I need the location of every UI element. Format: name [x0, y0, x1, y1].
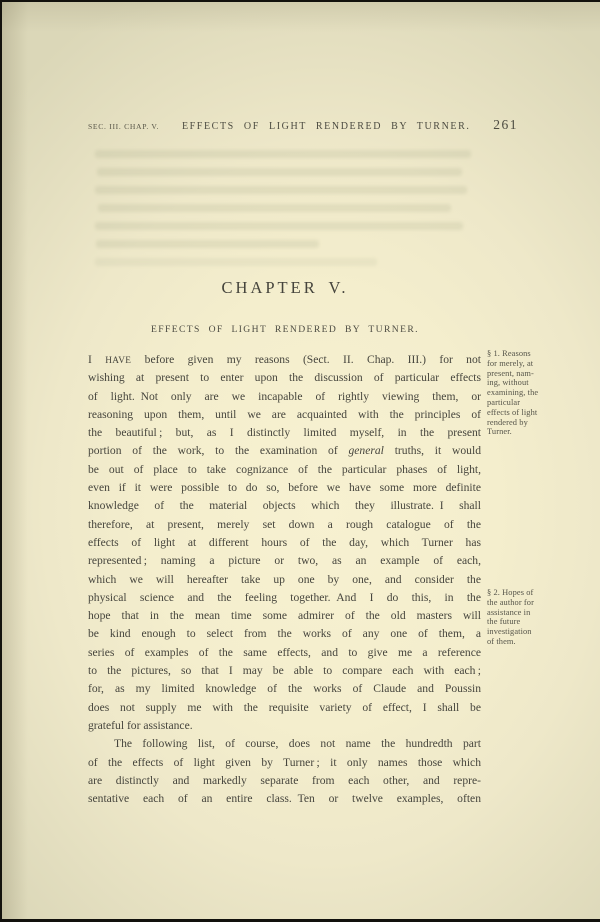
margin-note-line: present, nam- [487, 368, 534, 378]
body-text-line: which we will hereafter take up one by one, and consider the [88, 572, 481, 586]
binding-shadow [2, 0, 28, 922]
margin-note-line: effects of light [487, 407, 538, 417]
margin-note-section-1 [487, 349, 569, 437]
body-text-line: of the effects of light given by Turner ; it only names those which [88, 755, 481, 769]
body-text-column [88, 351, 481, 808]
margin-note-line: ing, without [487, 378, 529, 388]
body-text-line: sentative each of an entire class. Ten or twelve examples, often [88, 792, 481, 806]
body-text-line: reasoning upon them, until we are acquainted with the principles of [88, 407, 481, 421]
margin-note-section-2 [487, 588, 569, 647]
top-scan-shading [0, 2, 600, 32]
body-text-line: I HAVE before given my reasons (Sect. II. Chap. III.) for not [88, 353, 481, 366]
body-text-line: to the pictures, so that I may be able to compare each with each ; [88, 664, 481, 678]
margin-note-line: particular [487, 397, 521, 407]
body-text-line: portion of the work, to the examination of general truths, it would [88, 444, 481, 458]
body-text-line: hope that in the mean time some admirer of the old masters will [88, 609, 481, 623]
body-text-line: for, as my limited knowledge of the works of Claude and Poussin [88, 682, 481, 696]
chapter-subtitle: EFFECTS OF LIGHT RENDERED BY TURNER. [151, 324, 419, 335]
running-title: EFFECTS OF LIGHT RENDERED BY TURNER. [181, 121, 471, 132]
body-text-line: of light. Not only are we incapable of rightly viewing them, or [88, 389, 481, 403]
margin-note-line: assistance in [487, 607, 531, 617]
margin-note-line: rendered by [487, 417, 528, 427]
margin-note-line: the future [487, 617, 521, 627]
margin-note-line: of them. [487, 636, 516, 646]
body-text-line: physical science and the feeling together. And I do this, in the [88, 590, 481, 604]
section-chapter-label: SEC. III. CHAP. V. [88, 122, 160, 131]
page-number: 261 [493, 117, 518, 132]
body-text-line: effects of light at different hours of the day, which Turner has [88, 535, 481, 549]
scan-edge-left [0, 0, 2, 922]
showthrough-ghost-text [95, 150, 487, 270]
margin-note-line: examining, the [487, 388, 539, 398]
body-text-line: wishing at present to enter upon the discussion of particular effects [88, 371, 481, 385]
chapter-heading: CHAPTER V. [221, 278, 349, 297]
body-text-line: The following list, of course, does not name the hundredth part [114, 737, 481, 751]
margin-note-line: the author for [487, 597, 534, 607]
running-header [88, 117, 518, 133]
body-paragraph-2 [88, 735, 481, 808]
margin-note-line: § 1. Reasons [487, 349, 531, 358]
margin-note-line: § 2. Hopes of [487, 588, 534, 597]
margin-note-line: Turner. [487, 427, 512, 437]
body-text-line: even if it were possible to do so, before we have some more definite [88, 481, 481, 495]
body-text-line: knowledge of the material objects which they illustrate. I shall [88, 499, 481, 513]
body-text-line: be kind enough to select from the works of any one of them, a [88, 627, 481, 641]
body-text-line: be out of place to take cognizance of the particular phases of light, [88, 462, 481, 476]
body-paragraph-1 [88, 351, 481, 735]
margin-note-line: for merely, at [487, 358, 534, 368]
body-text-line: represented ; naming a picture or two, as an example of each, [88, 554, 481, 568]
margin-note-line: investigation [487, 627, 532, 637]
body-text-line: series of examples of the same effects, and to give me a reference [88, 645, 481, 659]
scan-edge-top [0, 0, 600, 2]
body-text-line: therefore, at present, merely set down a rough catalogue of the [88, 517, 481, 531]
body-text-line: are distinctly and markedly separate from each other, and repre- [88, 773, 481, 787]
body-text-line: grateful for assistance. [88, 718, 193, 732]
body-text-line: the beautiful ; but, as I distinctly limited myself, in the present [88, 426, 481, 440]
body-text-line: does not supply me with the requisite variety of effect, I shall be [88, 700, 481, 714]
